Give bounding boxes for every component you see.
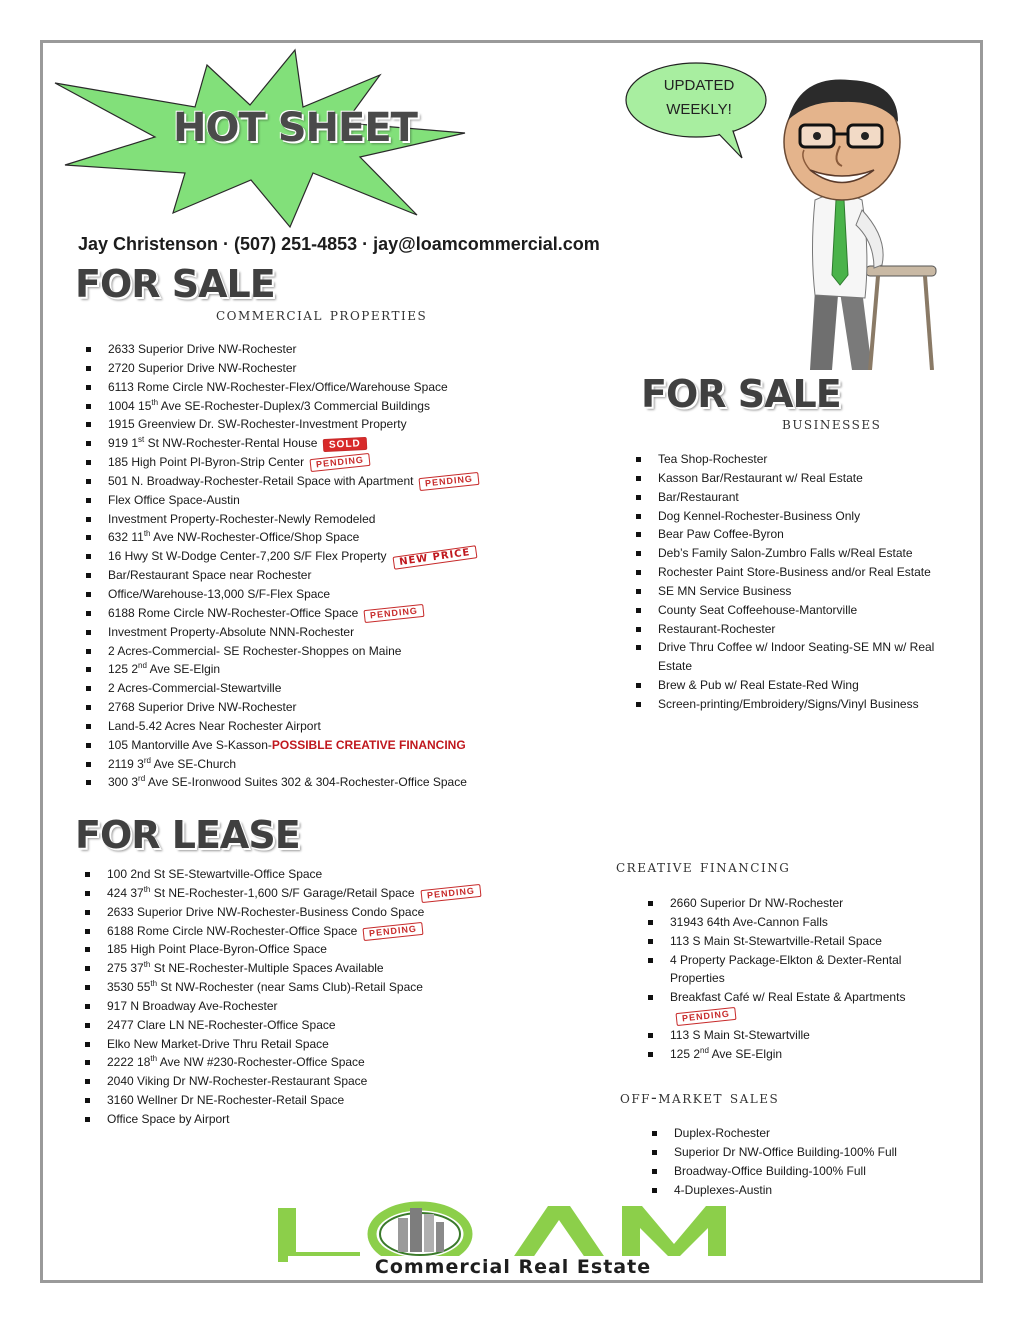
list-item [80, 359, 520, 378]
list-item-text: Ave SE-Ironwood Suites 302 & 304-Rochester-Office Space [145, 775, 467, 790]
businesses-subheading: businesses [782, 414, 882, 434]
list-item [80, 660, 520, 679]
list-item [630, 695, 970, 714]
list-item-text: 113 S Main St-Stewartville-Retail Space [670, 933, 882, 948]
list-item [630, 620, 970, 639]
ordinal-suffix: rd [143, 755, 151, 765]
ordinal-suffix: th [143, 529, 151, 539]
list-item [80, 340, 520, 359]
list-item-text: 125 2 [670, 1046, 701, 1061]
list-item-text: 424 37 [107, 885, 144, 900]
list-item [80, 604, 520, 623]
ordinal-suffix: th [150, 1054, 158, 1064]
list-item [79, 1053, 499, 1072]
list-item-text: Ave SE-Elgin [146, 662, 221, 677]
list-item [80, 397, 520, 416]
list-item-text: Bear Paw Coffee-Byron [658, 527, 784, 542]
list-item-text: 2720 Superior Drive NW-Rochester [108, 360, 297, 375]
list-item [80, 773, 520, 792]
list-item [642, 932, 942, 951]
list-item [79, 978, 499, 997]
pending-stamp: PENDING [419, 472, 480, 491]
list-item-text: Restaurant-Rochester [658, 621, 776, 636]
list-item-text: Duplex-Rochester [674, 1126, 771, 1140]
list-item [80, 472, 520, 491]
list-item [80, 378, 520, 397]
list-item [80, 415, 520, 434]
list-item-text: Ave NW #230-Rochester-Office Space [157, 1055, 365, 1070]
list-item-text: 2 Acres-Commercial- SE Rochester-Shoppes on Maine [108, 643, 402, 658]
updated-weekly-text: UPDATED WEEKLY! [663, 77, 735, 118]
for-sale-heading: FOR SALE [75, 262, 275, 306]
list-item-text: 16 Hwy St W-Dodge Center-7,200 S/F Flex Property [108, 549, 387, 564]
commercial-properties-subheading: commercial properties [216, 305, 428, 325]
list-item-text: Deb’s Family Salon-Zumbro Falls w/Real Estate [658, 546, 913, 561]
list-item-text: 2633 Superior Drive NW-Rochester [108, 342, 297, 356]
list-item [80, 528, 520, 547]
list-item-text: 632 11 [108, 530, 144, 545]
list-item-text: Investment Property-Absolute NNN-Rochester [108, 624, 355, 639]
ordinal-suffix: st [138, 435, 145, 445]
list-item [79, 1016, 499, 1035]
list-item-text: 100 2nd St SE-Stewartville-Office Space [107, 867, 323, 881]
list-item-text: Flex Office Space-Austin [108, 492, 240, 507]
ordinal-suffix: rd [138, 774, 146, 784]
list-item-text: 6188 Rome Circle NW-Rochester-Office Space [108, 605, 359, 620]
list-item-text: 113 S Main St-Stewartville [670, 1027, 810, 1042]
list-item-text: Broadway-Office Building-100% Full [674, 1163, 866, 1178]
list-item [630, 563, 970, 582]
hot-sheet-title: HOT SHEET [173, 105, 417, 151]
for-sale-businesses-heading: FOR SALE [641, 372, 841, 416]
for-lease-heading: FOR LEASE [75, 813, 300, 857]
list-item-text: Elko New Market-Drive Thru Retail Space [107, 1036, 329, 1051]
list-item-text: 919 1 [108, 436, 139, 451]
list-item-text: St NW-Rochester (near Sams Club)-Retail Space [157, 980, 423, 995]
list-item [630, 469, 970, 488]
list-item [642, 1026, 942, 1045]
list-item [642, 1045, 942, 1064]
list-item [79, 997, 499, 1016]
list-item-text: 4 Property Package-Elkton & Dexter-Rental Properties [670, 952, 902, 986]
pending-stamp: PENDING [675, 1007, 736, 1026]
list-item [80, 585, 520, 604]
list-item-text: Breakfast Café w/ Real Estate & Apartments [670, 990, 906, 1005]
list-item [79, 940, 499, 959]
list-item-text: 185 High Point Pl-Byron-Strip Center [108, 455, 305, 470]
list-item-text: St NE-Rochester-Multiple Spaces Available [150, 961, 384, 976]
list-item-text: 501 N. Broadway-Rochester-Retail Space with Apartment [108, 473, 414, 488]
for-sale-list [80, 340, 520, 792]
list-item-text: Rochester Paint Store-Business and/or Real Estate [658, 565, 931, 580]
list-item [630, 638, 970, 676]
list-item [79, 903, 499, 922]
list-item-text: 6188 Rome Circle NW-Rochester-Office Space [107, 923, 358, 938]
list-item-text: 2119 3 [108, 756, 144, 771]
list-item-text: 2222 18 [107, 1055, 151, 1070]
list-item-text: Office Space by Airport [107, 1111, 230, 1126]
list-item-text: Ave SE-Church [150, 756, 237, 771]
list-item [80, 434, 520, 453]
list-item [80, 642, 520, 661]
list-item-text: Dog Kennel-Rochester-Business Only [658, 508, 861, 523]
list-item [630, 676, 970, 695]
sold-stamp: SOLD [323, 436, 367, 451]
list-item [80, 491, 520, 510]
list-item-text: St NE-Rochester-1,600 S/F Garage/Retail Space [150, 885, 415, 900]
ordinal-suffix: nd [138, 661, 147, 671]
list-item-text: Office/Warehouse-13,000 S/F-Flex Space [108, 586, 331, 601]
for-lease-list [79, 865, 499, 1129]
list-item [630, 601, 970, 620]
list-item-text: Land-5.42 Acres Near Rochester Airport [108, 718, 321, 733]
list-item-text: Kasson Bar/Restaurant w/ Real Estate [658, 470, 863, 485]
pending-stamp: PENDING [310, 453, 371, 472]
logo-tagline: Commercial Real Estate [288, 1256, 738, 1278]
list-item [80, 623, 520, 642]
list-item-text: Screen-printing/Embroidery/Signs/Vinyl Business [658, 696, 919, 711]
list-item-text: 2633 Superior Drive NW-Rochester-Business Condo Space [107, 904, 425, 919]
list-item-text: Ave SE-Elgin [708, 1046, 783, 1061]
contact-line: Jay Christenson · (507) 251-4853 · jay@loamcommercial.com [78, 234, 600, 254]
list-item-text: 300 3 [108, 775, 139, 790]
list-item-text: 3530 55 [107, 980, 151, 995]
list-item-text: County Seat Coffeehouse-Mantorville [658, 602, 858, 617]
list-item [80, 717, 520, 736]
ordinal-suffix: th [151, 397, 159, 407]
list-item [79, 1035, 499, 1054]
list-item-text: 2040 Viking Dr NW-Rochester-Restaurant Space [107, 1074, 368, 1089]
list-item-text: Drive Thru Coffee w/ Indoor Seating-SE MN w/ Real Estate [658, 640, 935, 674]
list-item-text: 917 N Broadway Ave-Rochester [107, 998, 278, 1013]
list-item-text: 185 High Point Place-Byron-Office Space [107, 942, 327, 957]
list-item [80, 698, 520, 717]
ordinal-suffix: th [150, 979, 158, 989]
list-item-text: 4-Duplexes-Austin [674, 1182, 773, 1197]
list-item [79, 865, 499, 884]
list-item [642, 894, 942, 913]
list-item-text: 2 Acres-Commercial-Stewartville [108, 681, 282, 696]
businesses-list [630, 450, 970, 714]
list-item-text: Tea Shop-Rochester [658, 452, 768, 466]
creative-financing-note: POSSIBLE CREATIVE FINANCING [271, 737, 466, 752]
list-item-text: 275 37 [107, 961, 144, 976]
list-item [630, 582, 970, 601]
list-item [79, 959, 499, 978]
off-market-list [646, 1124, 946, 1199]
list-item [80, 755, 520, 774]
pending-stamp: PENDING [420, 884, 481, 903]
off-market-subheading: off-market sales [620, 1088, 780, 1108]
list-item-text: 31943 64th Ave-Cannon Falls [670, 914, 828, 929]
list-item-text: Bar/Restaurant Space near Rochester [108, 568, 312, 583]
list-item-text: Ave NW-Rochester-Office/Shop Space [150, 530, 360, 545]
list-item [646, 1143, 946, 1162]
list-item-text: 1004 15 [108, 398, 152, 413]
creative-financing-subheading: creative financing [616, 857, 791, 877]
list-item-text: 2660 Superior Dr NW-Rochester [670, 896, 844, 910]
list-item [80, 453, 520, 472]
list-item-text: St NW-Rochester-Rental House [144, 436, 318, 451]
list-item [80, 566, 520, 585]
list-item [630, 544, 970, 563]
list-item-text: 3160 Wellner Dr NE-Rochester-Retail Space [107, 1093, 345, 1108]
list-item-text: 6113 Rome Circle NW-Rochester-Flex/Office/Warehouse Space [108, 379, 448, 394]
list-item [80, 736, 520, 755]
list-item-text: 125 2 [108, 662, 139, 677]
list-item-text: Brew & Pub w/ Real Estate-Red Wing [658, 678, 859, 693]
pending-stamp: PENDING [364, 604, 425, 623]
list-item [646, 1181, 946, 1200]
list-item [642, 913, 942, 932]
list-item [80, 679, 520, 698]
list-item [79, 1110, 499, 1129]
list-item-text: 105 Mantorville Ave S-Kasson- [108, 737, 272, 752]
list-item [79, 884, 499, 903]
list-item [79, 1091, 499, 1110]
creative-financing-list [642, 894, 942, 1064]
ordinal-suffix: th [143, 884, 151, 894]
ordinal-suffix: th [143, 960, 151, 970]
list-item-text: 2477 Clare LN NE-Rochester-Office Space [107, 1017, 336, 1032]
list-item [80, 510, 520, 529]
agent-caricature [770, 70, 950, 370]
list-item-text: 2768 Superior Drive NW-Rochester [108, 700, 297, 715]
list-item [630, 488, 970, 507]
list-item-text: Investment Property-Rochester-Newly Remodeled [108, 511, 376, 526]
pending-stamp: PENDING [363, 922, 424, 941]
list-item-text: SE MN Service Business [658, 583, 792, 598]
list-item [642, 951, 942, 989]
list-item [646, 1124, 946, 1143]
list-item-text: 1915 Greenview Dr. SW-Rochester-Investment Property [108, 417, 407, 432]
ordinal-suffix: nd [700, 1045, 709, 1055]
list-item-text: Ave SE-Rochester-Duplex/3 Commercial Buildings [158, 398, 430, 413]
list-item [642, 988, 942, 1026]
list-item [630, 525, 970, 544]
list-item [646, 1162, 946, 1181]
list-item-text: Bar/Restaurant [658, 489, 739, 504]
list-item [79, 922, 499, 941]
list-item [79, 1072, 499, 1091]
newprice-stamp: NEW PRICE [392, 545, 477, 570]
list-item [630, 507, 970, 526]
list-item-text: Superior Dr NW-Office Building-100% Full [674, 1144, 897, 1159]
list-item [80, 547, 520, 566]
list-item [630, 450, 970, 469]
